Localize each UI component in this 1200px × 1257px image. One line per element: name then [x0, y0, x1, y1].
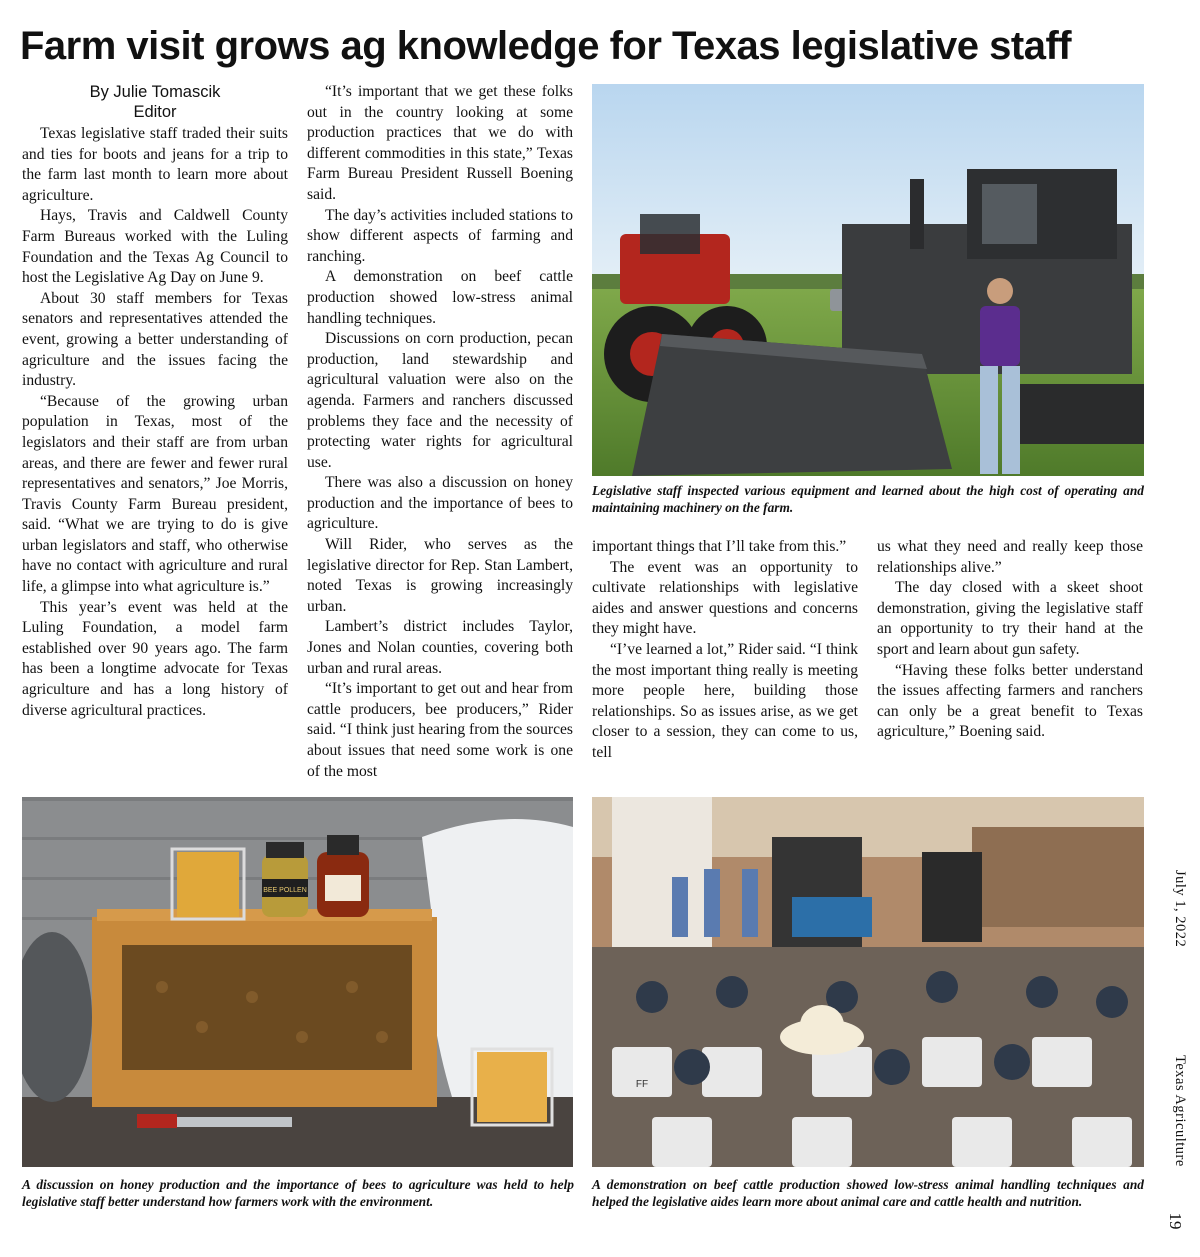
paragraph: Lambert’s district includes Taylor, Jones and Nolan counties, covering both urban and rural areas.: [307, 618, 573, 677]
issue-date: July 1, 2022: [1172, 870, 1188, 948]
caption-cattle: A demonstration on beef cattle production showed low-stress animal handling techniques and helped the legislative aides learn more about animal care and cattle health and nutrition.: [592, 1177, 1144, 1209]
paragraph: “I’ve learned a lot,” Rider said. “I think the most important thing really is meeting more people here, building those relationships. So as issues arise, as we get closer to a session, they can come to us, tell: [592, 640, 858, 761]
publication-name: Texas Agriculture: [1172, 1055, 1188, 1167]
paragraph: “Having these folks better understand the issues affecting farmers and ranchers can only be a great benefit to Texas agriculture,” Boening said.: [877, 661, 1143, 741]
article-column-1: [22, 124, 288, 721]
byline: [22, 82, 288, 122]
paragraph: The day closed with a skeet shoot demonstration, giving the legislative staff an opportunity to try their hand at the sport and learn about gun safety.: [877, 579, 1143, 658]
paragraph: About 30 staff members for Texas senators and representatives attended the event, growing a better understanding of agriculture and the issues facing the industry.: [22, 289, 288, 390]
caption-honey: A discussion on honey production and the importance of bees to agriculture was held to help legislative staff better understand how farmers work with the environment.: [22, 1177, 574, 1209]
article-column-2: [307, 82, 573, 782]
paragraph: us what they need and really keep those relationships alive.”: [877, 538, 1143, 576]
paragraph: A demonstration on beef cattle production showed low-stress animal handling techniques.: [307, 268, 573, 327]
bee-pollen-label: BEE POLLEN: [263, 887, 307, 894]
paragraph: important things that I’ll take from this.”: [592, 538, 847, 555]
paragraph: There was also a discussion on honey production and the importance of bees to agriculture.: [307, 474, 573, 533]
caption-equipment: Legislative staff inspected various equipment and learned about the high cost of operating and maintaining machinery on the farm.: [592, 483, 1144, 515]
photo-equipment: [592, 84, 1144, 476]
paragraph: Hays, Travis and Caldwell County Farm Bureaus worked with the Luling Foundation and the Texas Ag Council to host the Legislative Ag Day on June 9.: [22, 207, 288, 287]
paragraph: Texas legislative staff traded their suits and ties for boots and jeans for a trip to the farm last month to learn more about agriculture.: [22, 125, 288, 204]
paragraph: “It’s important to get out and hear from cattle producers, bee producers,” Rider said. “I think just hearing from the sources about issues that need some work is one of the most: [307, 680, 573, 780]
paragraph: Discussions on corn production, pecan production, land stewardship and agricultural valuation were also on the agenda. Farmers and ranchers discussed problems they face and the necessity of protecting water rights for agricultural use.: [307, 330, 573, 471]
byline-role: Editor: [133, 103, 177, 121]
headline: Farm visit grows ag knowledge for Texas legislative staff: [20, 24, 1072, 68]
page-number: 19: [1166, 1212, 1185, 1230]
photo-cattle-demo: [592, 797, 1144, 1167]
paragraph: The event was an opportunity to cultivate relationships with legislative aides and answer questions and concerns they might have.: [592, 558, 858, 638]
paragraph: “Because of the growing urban population in Texas, most of the legislators and their staff are from urban areas, and there are fewer and fewer rural representatives and senators,” Joe Morris, Travis County Farm Bureau president, said. “What we are trying to do is give urban legislators and staff, who otherwise have no contact with agriculture and rural life, a glimpse into what agriculture is.”: [22, 392, 288, 596]
paragraph: The day’s activities included stations to show different aspects of farming and ranching.: [307, 206, 573, 265]
paragraph: “It’s important that we get these folks out in the country looking at some production practices that we do with different commodities in this state,” Texas Farm Bureau President Russell Boening said.: [307, 83, 573, 203]
photo-honey: [22, 797, 573, 1167]
article-column-4: [877, 537, 1143, 743]
chair-marking: FF: [635, 1079, 649, 1090]
paragraph: Will Rider, who serves as the legislative director for Rep. Stan Lambert, noted Texas is growing increasingly urban.: [307, 536, 573, 615]
byline-author: By Julie Tomascik: [89, 83, 221, 101]
paragraph: This year’s event was held at the Luling Foundation, a model farm established over 90 years ago. The farm has been a longtime advocate for Texas agriculture and has a long history of diverse agricultural practices.: [22, 598, 288, 719]
article-column-3: [592, 537, 858, 764]
